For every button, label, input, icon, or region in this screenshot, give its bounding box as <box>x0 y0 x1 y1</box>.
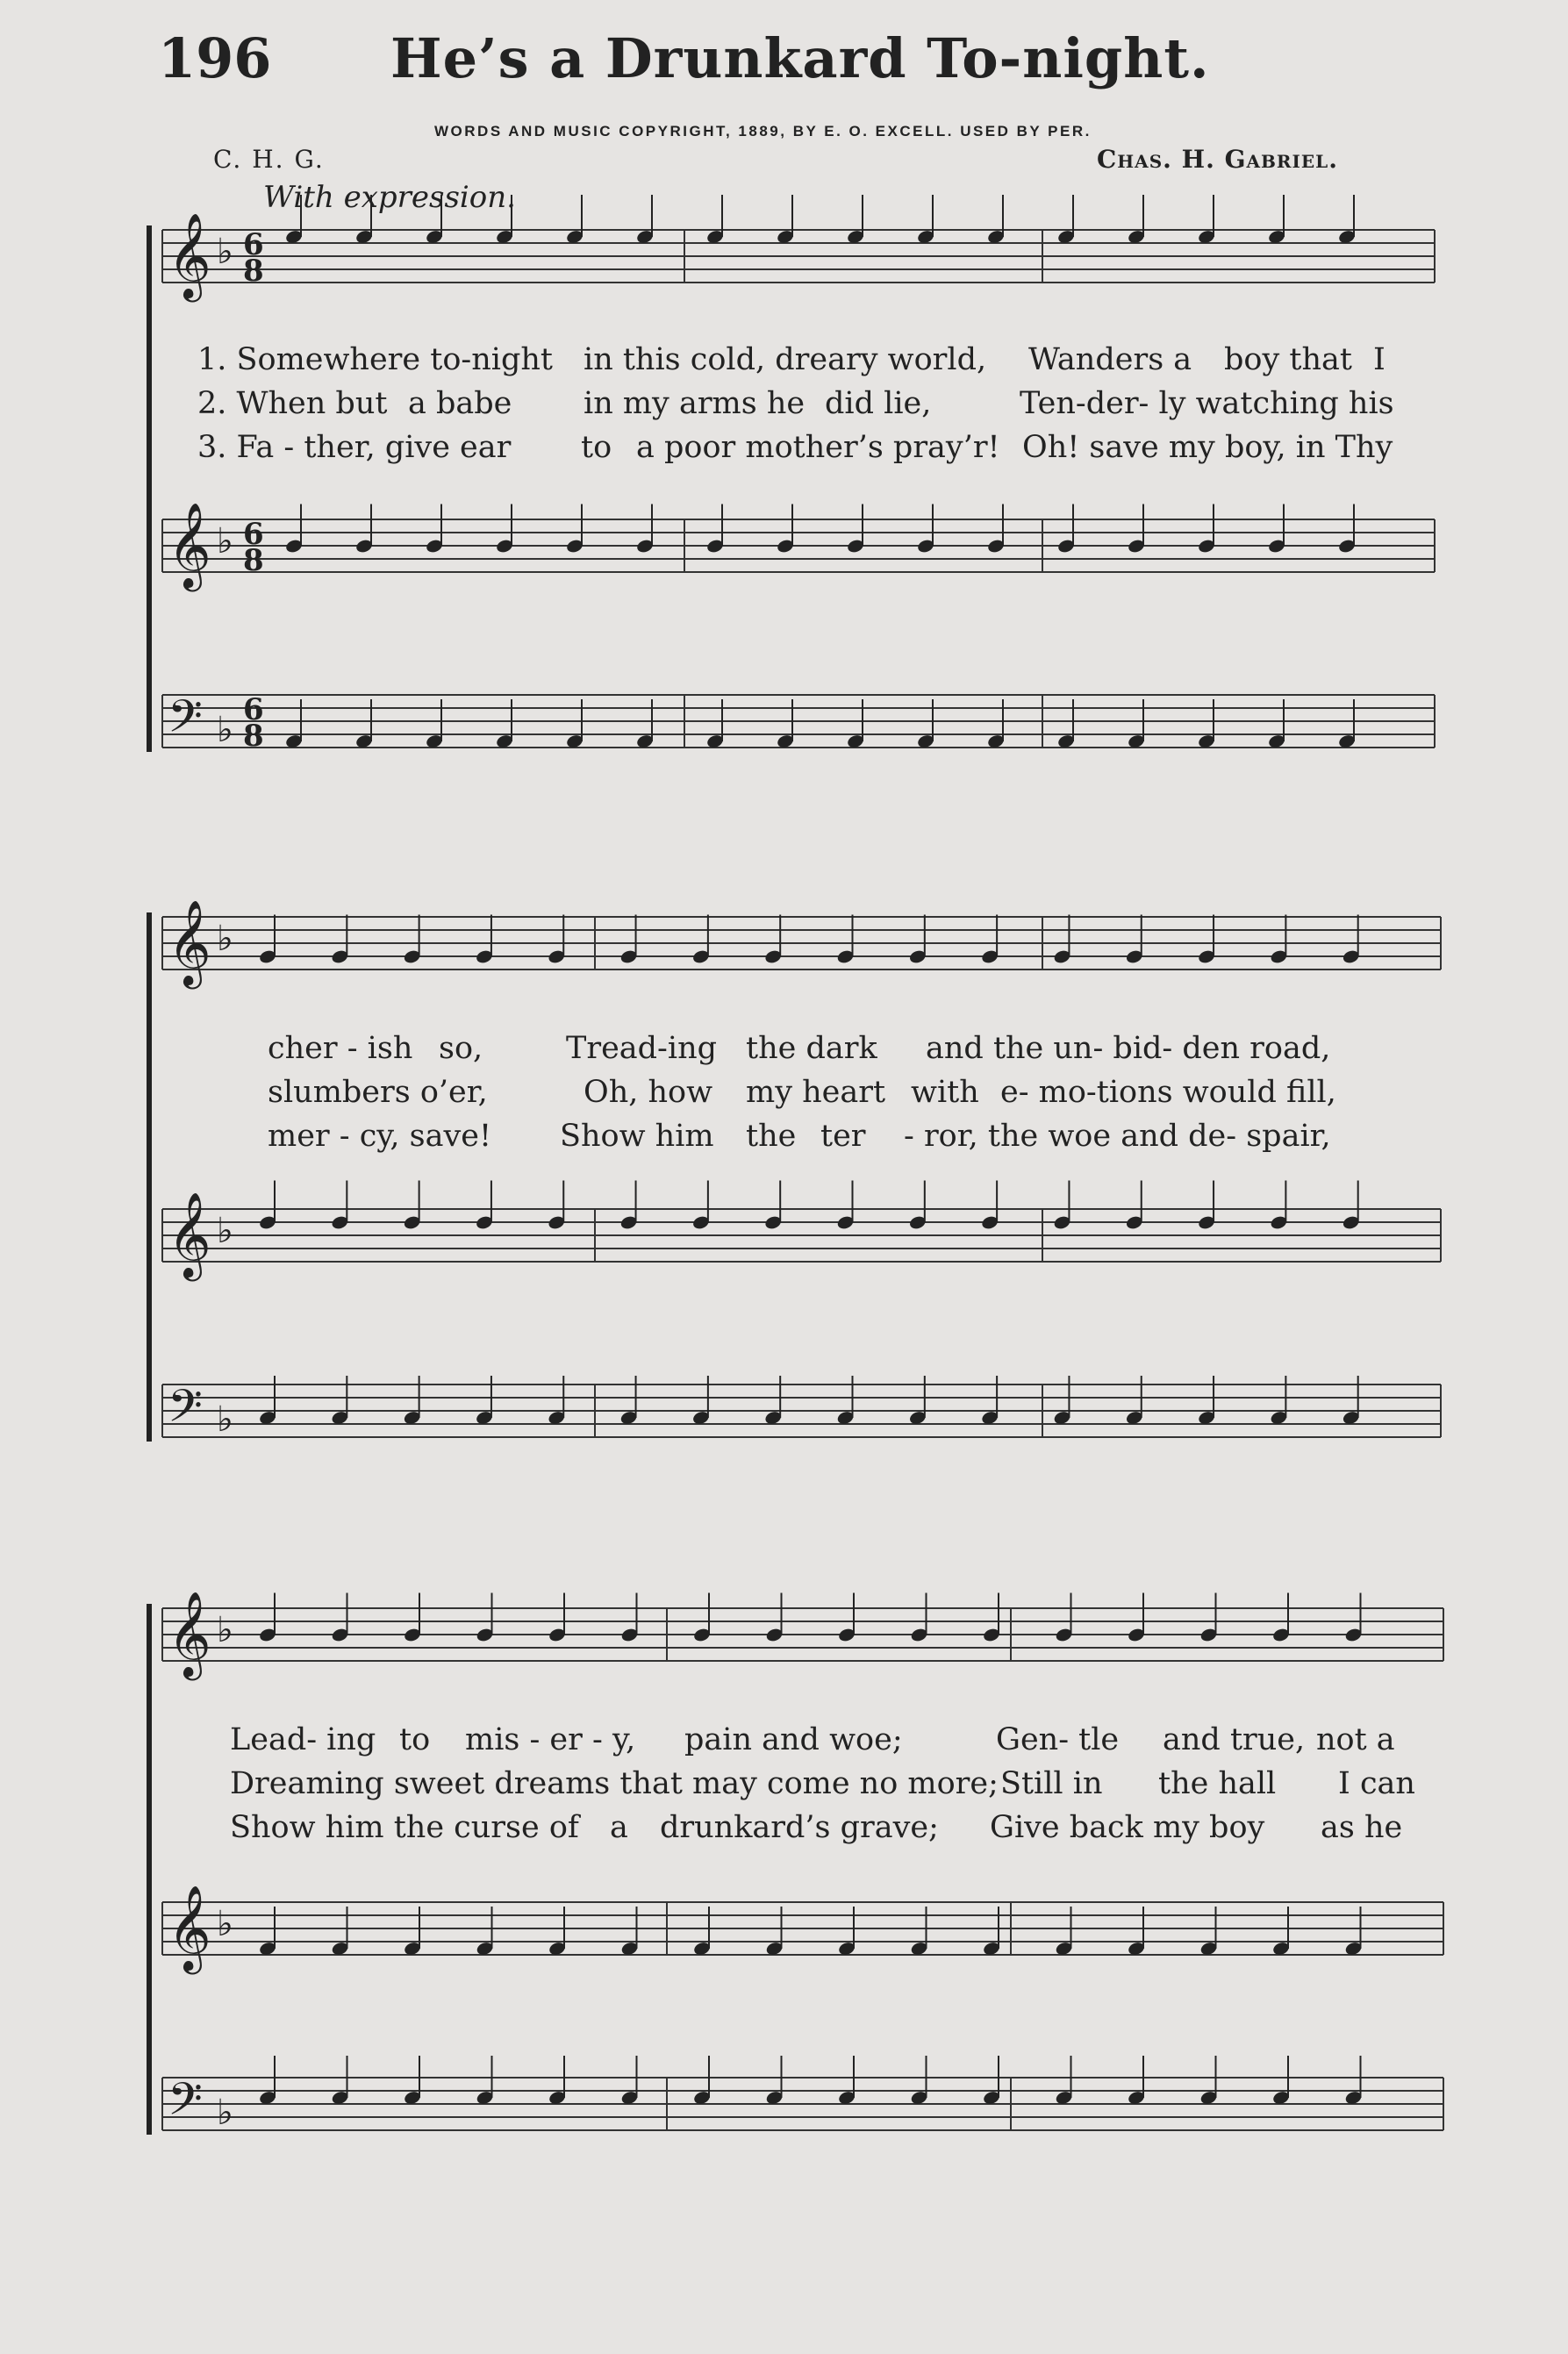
lyric-syllable: the hall <box>1158 1766 1277 1801</box>
lyric-syllable: not a <box>1316 1722 1395 1757</box>
composer-credit: Chas. H. Gabriel. <box>1097 145 1338 174</box>
lyric-syllable: 2. When but <box>197 386 388 421</box>
flat-icon: ♭ <box>217 2093 233 2133</box>
lyric-syllable: in this cold, dreary world, <box>584 342 987 377</box>
lyric-syllable: a babe <box>408 386 512 421</box>
treble-clef-icon: 𝄞 <box>168 1885 211 1971</box>
lyric-syllable: 1. Somewhere to-night <box>197 342 553 377</box>
flat-icon: ♭ <box>217 1399 233 1440</box>
lyric-syllable: I can <box>1338 1766 1415 1801</box>
lyric-syllable: Dreaming sweet dreams that may come no more; <box>230 1766 999 1801</box>
lyric-syllable: Oh! save my boy, in Thy <box>1022 430 1393 465</box>
tempo-marking: With expression. <box>263 180 516 215</box>
time-signature-denominator: 8 <box>243 719 264 754</box>
lyric-syllable: I <box>1373 342 1385 377</box>
lyric-syllable: Show him the curse of <box>230 1810 579 1845</box>
bass-clef-icon: 𝄢 <box>168 690 203 754</box>
time-signature-numerator: 6 <box>243 227 264 262</box>
lyric-syllable: Give back my boy <box>990 1810 1265 1845</box>
flat-icon: ♭ <box>217 521 233 562</box>
bass-clef-icon: 𝄢 <box>168 2072 203 2136</box>
treble-clef-icon: 𝄞 <box>168 1591 211 1677</box>
treble-clef-icon: 𝄞 <box>168 212 211 298</box>
lyric-syllable: with <box>911 1075 979 1110</box>
treble-clef-icon: 𝄞 <box>168 1191 211 1277</box>
lyric-syllable: Wanders a <box>1028 342 1192 377</box>
lyric-syllable: the <box>746 1119 797 1154</box>
time-signature-denominator: 8 <box>243 543 264 578</box>
lyric-syllable: boy that <box>1224 342 1352 377</box>
lyric-syllable: Gen- tle <box>996 1722 1120 1757</box>
bass-clef-icon: 𝄢 <box>168 1379 203 1443</box>
lyricist-credit: C. H. G. <box>213 145 325 174</box>
flat-icon: ♭ <box>217 710 233 750</box>
time-signature-numerator: 6 <box>243 692 264 727</box>
lyric-syllable: Oh, how <box>584 1075 713 1110</box>
lyric-syllable: my heart <box>746 1075 886 1110</box>
lyric-syllable: Ten-der- ly watching his <box>1020 386 1394 421</box>
flat-icon: ♭ <box>217 1610 233 1650</box>
lyric-syllable: the dark <box>746 1031 877 1066</box>
lyric-syllable: and the un- bid- den road, <box>926 1031 1331 1066</box>
copyright-notice: WORDS AND MUSIC COPYRIGHT, 1889, BY E. O. EXCELL. USED BY PER. <box>434 123 1092 140</box>
lyric-syllable: a <box>610 1810 628 1845</box>
lyric-syllable: Still in <box>1000 1766 1103 1801</box>
lyric-syllable: to <box>399 1722 431 1757</box>
lyric-syllable: so, <box>439 1031 483 1066</box>
lyric-syllable: Show him <box>560 1119 714 1154</box>
lyric-syllable: to <box>581 430 612 465</box>
lyric-syllable: 3. Fa - ther, give ear <box>197 430 512 465</box>
lyric-syllable: ter <box>820 1119 866 1154</box>
lyric-syllable: Tread-ing <box>566 1031 718 1066</box>
lyric-syllable: - ror, the woe and de- spair, <box>904 1119 1331 1154</box>
time-signature-numerator: 6 <box>243 517 264 552</box>
flat-icon: ♭ <box>217 232 233 272</box>
lyric-syllable: cher - ish <box>268 1031 413 1066</box>
lyric-syllable: slumbers o’er, <box>268 1075 488 1110</box>
treble-clef-icon: 𝄞 <box>168 899 211 985</box>
flat-icon: ♭ <box>217 1904 233 1944</box>
lyric-syllable: in my arms he <box>584 386 805 421</box>
lyric-syllable: e- mo-tions would fill, <box>1000 1075 1336 1110</box>
lyric-syllable: did lie, <box>825 386 932 421</box>
lyric-syllable: pain and woe; <box>684 1722 903 1757</box>
flat-icon: ♭ <box>217 1211 233 1251</box>
lyric-syllable: and true, <box>1163 1722 1306 1757</box>
lyric-syllable: mis - er - y, <box>465 1722 636 1757</box>
lyric-syllable: a poor mother’s pray’r! <box>636 430 1000 465</box>
lyric-syllable: as he <box>1321 1810 1403 1845</box>
lyric-syllable: drunkard’s grave; <box>660 1810 939 1845</box>
flat-icon: ♭ <box>217 919 233 959</box>
lyric-syllable: Lead- ing <box>230 1722 376 1757</box>
time-signature-denominator: 8 <box>243 254 264 289</box>
hymn-title: He’s a Drunkard To-night. <box>390 26 1210 90</box>
treble-clef-icon: 𝄞 <box>168 502 211 588</box>
lyric-syllable: mer - cy, save! <box>268 1119 492 1154</box>
page-number: 196 <box>158 26 272 90</box>
